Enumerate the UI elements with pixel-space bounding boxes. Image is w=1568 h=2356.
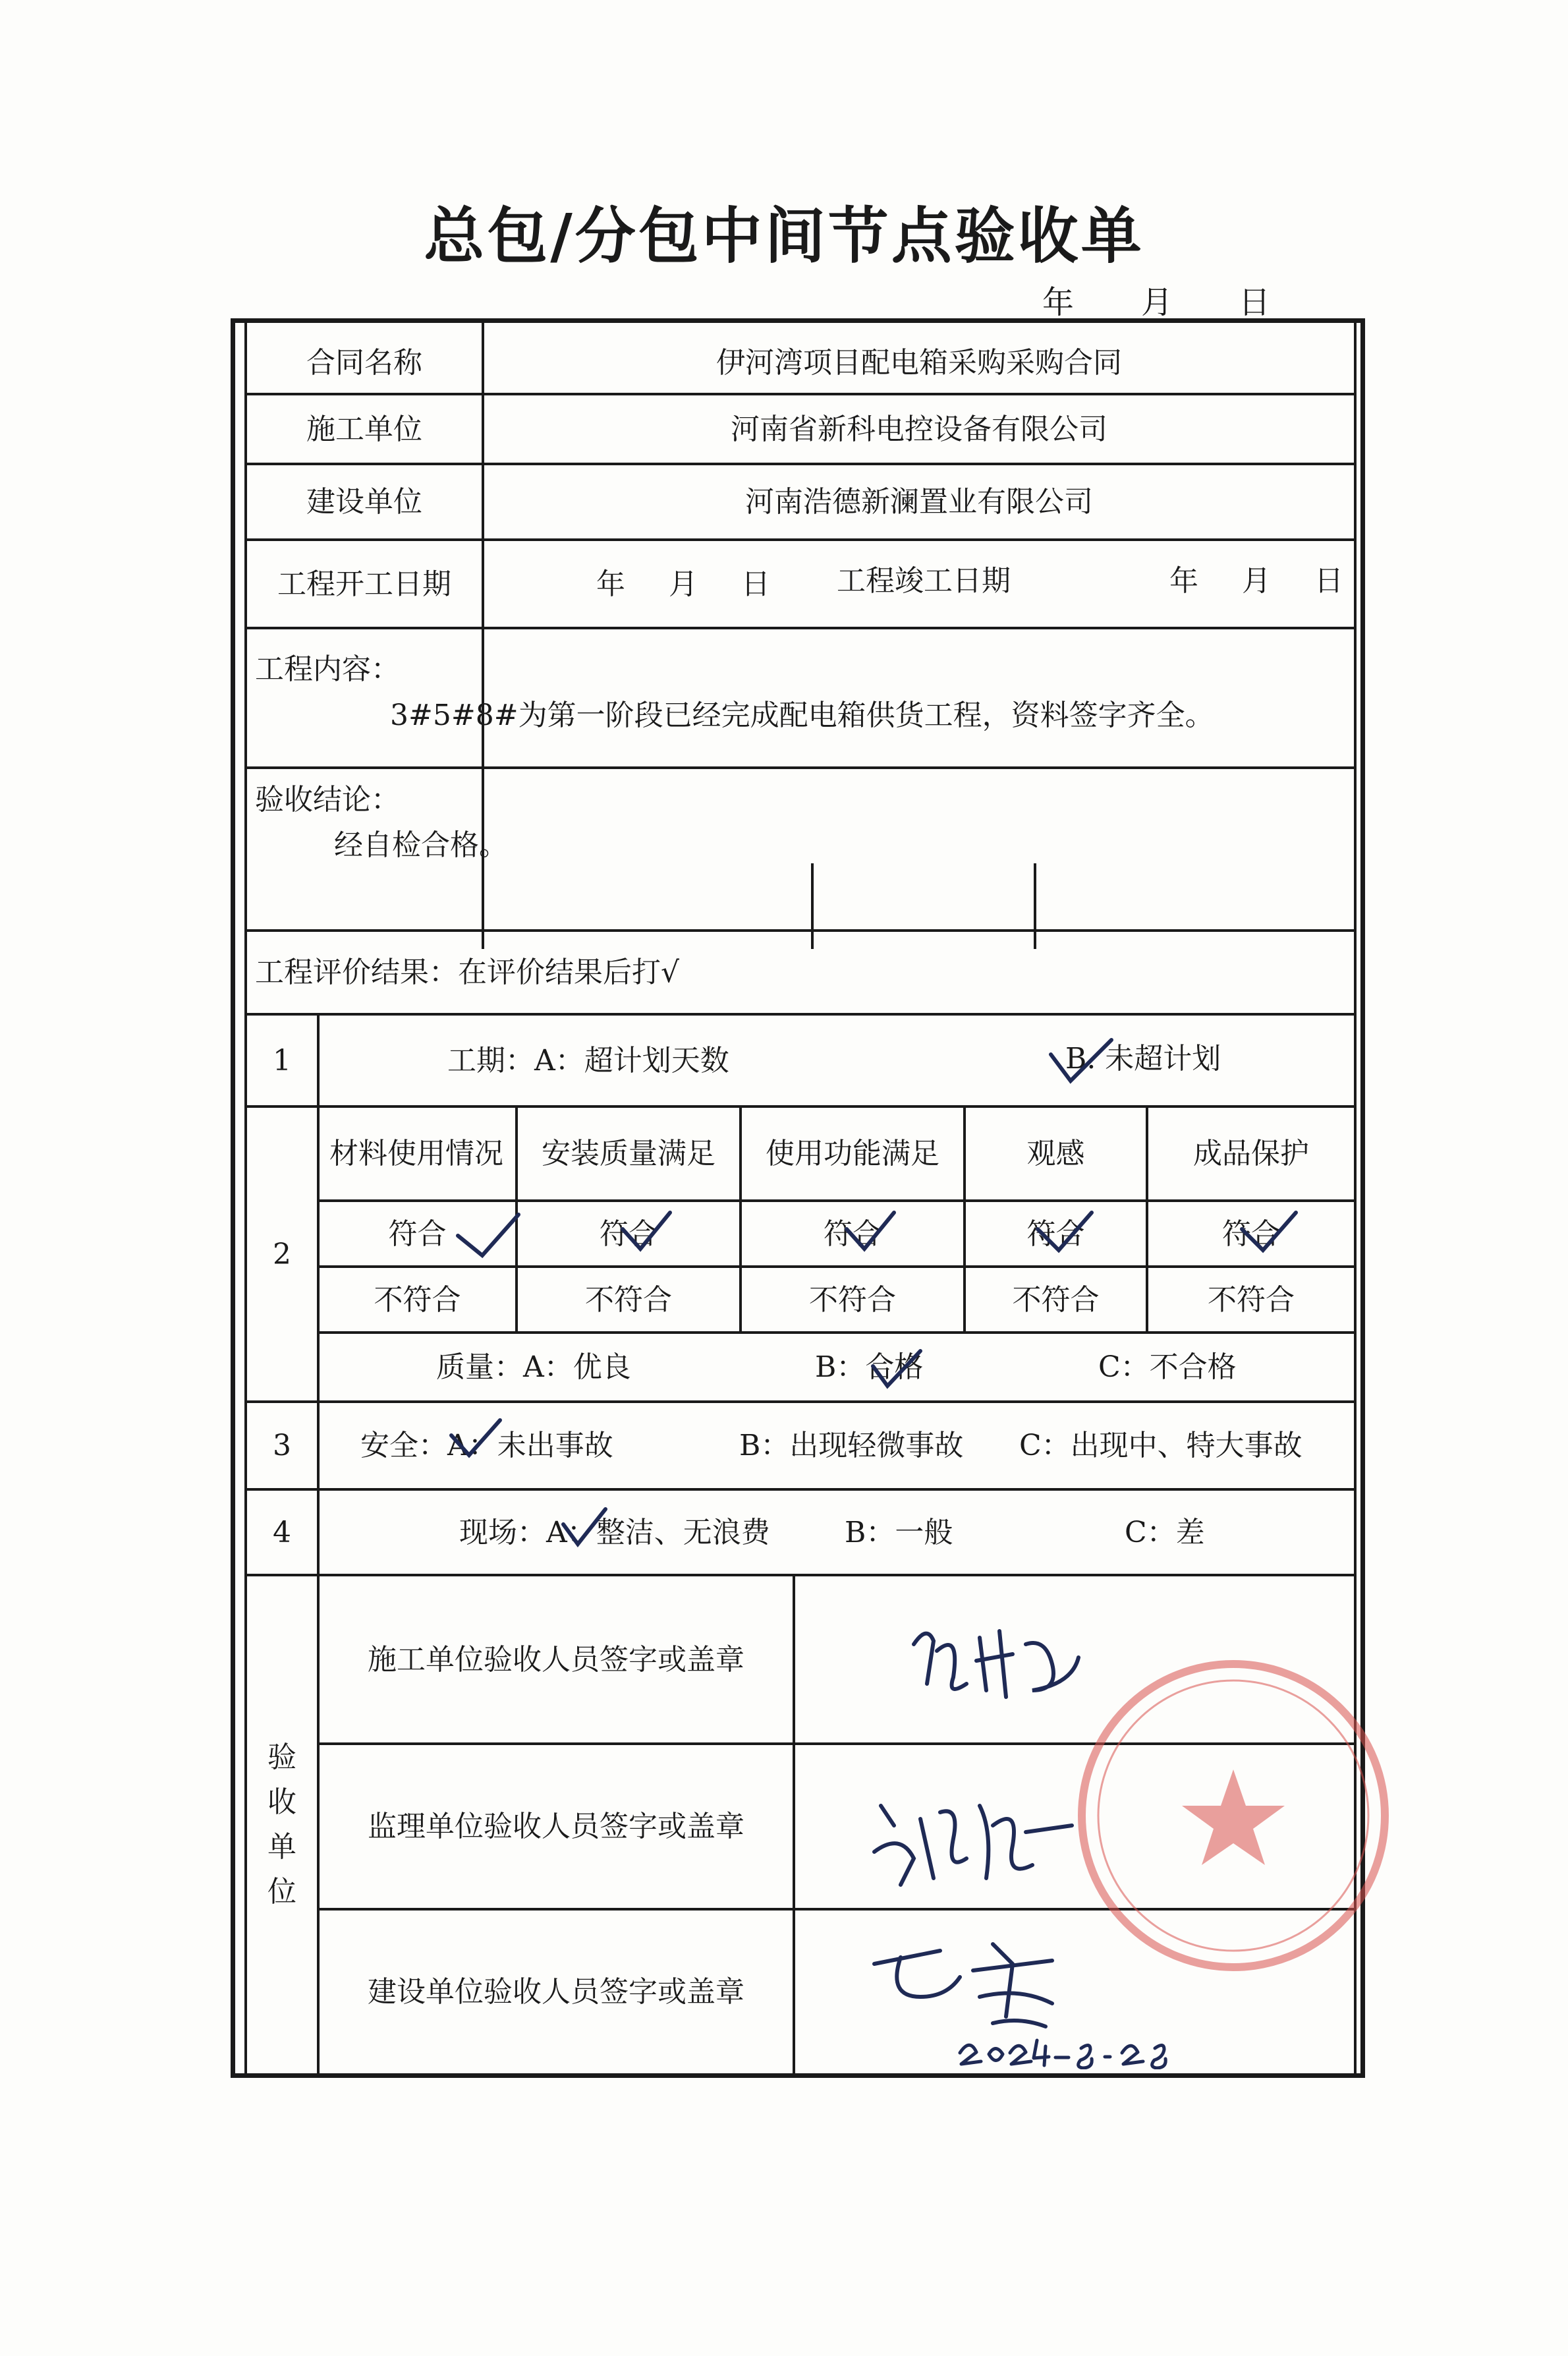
evaluation-header: 工程评价结果：在评价结果后打√ bbox=[255, 955, 680, 989]
item1-label: 工期：A：超计划天数 bbox=[447, 1043, 729, 1077]
start-date-month: 月 bbox=[669, 567, 698, 601]
contractor-label: 施工单位 bbox=[306, 412, 422, 446]
header-date-day: 日 bbox=[1239, 284, 1271, 321]
item2-col-installation: 安装质量满足 bbox=[542, 1137, 715, 1170]
header-date-month: 月 bbox=[1141, 284, 1173, 321]
contract-name-label: 合同名称 bbox=[306, 345, 422, 380]
item2-col-function: 使用功能满足 bbox=[766, 1137, 939, 1170]
content-text: 3#5#8#为第一阶段已经完成配电箱供货工程，资料签字齐全。 bbox=[390, 698, 1214, 732]
item2-pass-installation: 符合 bbox=[600, 1217, 658, 1251]
item2-quality-c: C：不合格 bbox=[1098, 1350, 1237, 1384]
contractor-value: 河南省新科电控设备有限公司 bbox=[731, 412, 1107, 446]
start-date-day: 日 bbox=[741, 567, 770, 601]
item2-check-mark-installation-icon bbox=[617, 1209, 677, 1255]
item1-number: 1 bbox=[273, 1043, 291, 1077]
developer-signature-date bbox=[960, 2040, 1165, 2068]
item2-check-mark-protection-icon bbox=[1237, 1209, 1302, 1255]
item2-fail-material: 不符合 bbox=[374, 1282, 461, 1317]
signature-section-label: 验收单位 bbox=[267, 1740, 296, 1909]
signature-label-contractor: 施工单位验收人员签字或盖章 bbox=[368, 1642, 744, 1677]
end-date-year: 年 bbox=[1169, 563, 1198, 598]
item4-number: 4 bbox=[273, 1515, 291, 1549]
item2-quality-a: 质量：A：优良 bbox=[436, 1350, 631, 1384]
header-date-year: 年 bbox=[1042, 284, 1075, 321]
item4-option-b: B：一般 bbox=[845, 1515, 953, 1549]
item2-pass-protection: 符合 bbox=[1222, 1217, 1280, 1251]
item3-check-mark-icon bbox=[446, 1417, 505, 1463]
item4-option-c: C：差 bbox=[1125, 1515, 1205, 1549]
company-seal-icon bbox=[1062, 1644, 1405, 1987]
item2-pass-appearance: 符合 bbox=[1026, 1217, 1085, 1251]
page-title: 总包/分包中间节点验收单 bbox=[424, 201, 1144, 272]
end-date-day: 日 bbox=[1314, 563, 1343, 598]
item2-check-mark-function-icon bbox=[841, 1209, 901, 1255]
item2-quality-check-mark-icon bbox=[868, 1348, 927, 1394]
acceptance-form bbox=[231, 318, 1365, 2078]
item2-check-mark-material-icon bbox=[453, 1209, 525, 1262]
start-date-year: 年 bbox=[596, 567, 625, 601]
item3-number: 3 bbox=[273, 1429, 291, 1462]
item2-pass-function: 符合 bbox=[824, 1217, 882, 1251]
item2-pass-material: 符合 bbox=[388, 1217, 447, 1251]
item2-col-protection: 成品保护 bbox=[1193, 1137, 1309, 1170]
content-label: 工程内容： bbox=[255, 652, 400, 686]
contract-name-value: 伊河湾项目配电箱采购采购合同 bbox=[716, 345, 1122, 380]
developer-label: 建设单位 bbox=[306, 485, 422, 519]
end-date-label: 工程竣工日期 bbox=[837, 563, 1011, 598]
developer-value: 河南浩德新澜置业有限公司 bbox=[745, 485, 1093, 519]
item2-quality-b: B：合格 bbox=[815, 1350, 924, 1384]
item2-fail-protection: 不符合 bbox=[1208, 1282, 1295, 1317]
conclusion-text: 经自检合格。 bbox=[334, 828, 508, 862]
item4-option-a: 现场：A：整洁、无浪费 bbox=[459, 1515, 770, 1549]
conclusion-label: 验收结论： bbox=[255, 782, 400, 817]
supervisor-signature bbox=[861, 1779, 1092, 1891]
signature-label-developer: 建设单位验收人员签字或盖章 bbox=[368, 1975, 744, 2009]
item2-number: 2 bbox=[273, 1237, 291, 1271]
item2-col-appearance: 观感 bbox=[1026, 1137, 1085, 1170]
item2-fail-function: 不符合 bbox=[809, 1282, 896, 1317]
start-date-label: 工程开工日期 bbox=[277, 567, 451, 601]
item2-check-mark-appearance-icon bbox=[1032, 1209, 1098, 1255]
item4-check-mark-icon bbox=[558, 1506, 611, 1552]
item3-option-a: 安全：A：未出事故 bbox=[360, 1429, 613, 1462]
end-date-month: 月 bbox=[1242, 563, 1271, 598]
item2-fail-appearance: 不符合 bbox=[1012, 1282, 1100, 1317]
item1-check-mark-icon bbox=[1046, 1035, 1118, 1087]
item3-option-c: C：出现中、特大事故 bbox=[1019, 1429, 1302, 1462]
item2-fail-installation: 不符合 bbox=[585, 1282, 672, 1317]
signature-label-supervisor: 监理单位验收人员签字或盖章 bbox=[368, 1810, 744, 1843]
item2-col-material: 材料使用情况 bbox=[329, 1137, 503, 1170]
item1-option-b: B. 未超计划 bbox=[1065, 1041, 1221, 1076]
item3-option-b: B：出现轻微事故 bbox=[739, 1429, 964, 1462]
